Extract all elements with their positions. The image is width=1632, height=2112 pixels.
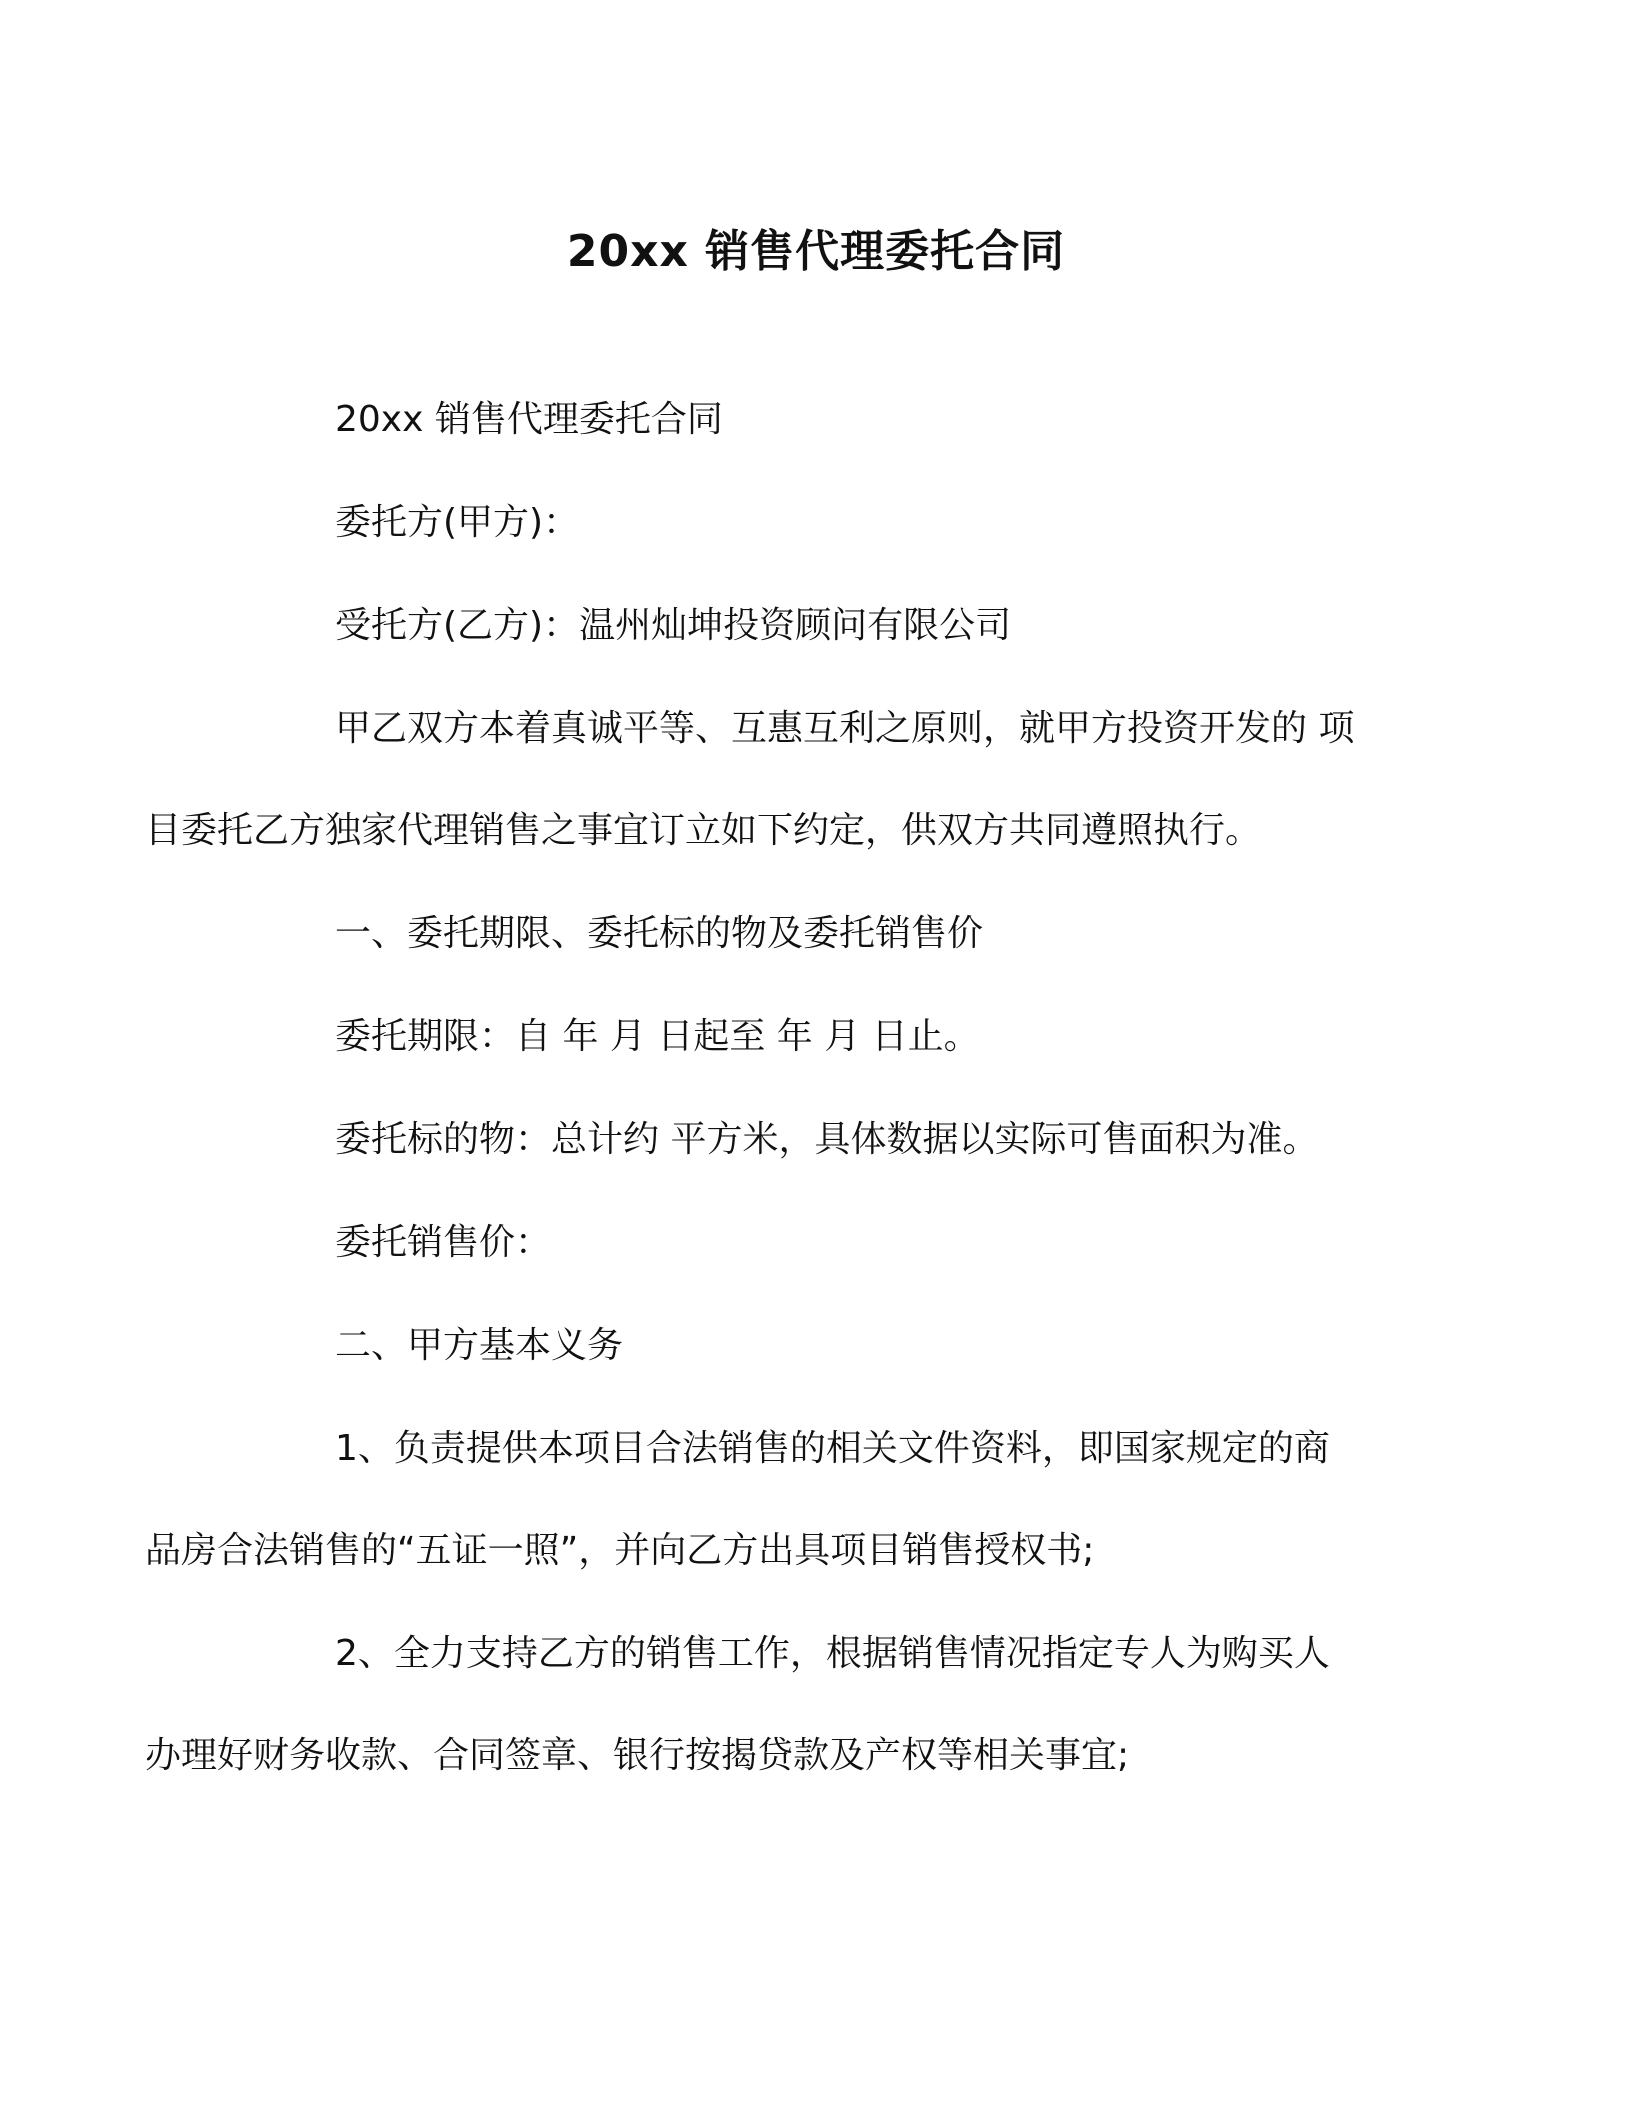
item-2-line-1: 2、全力支持乙方的销售工作，根据销售情况指定专人为购买人 — [335, 1633, 1330, 1674]
item-1-line-1: 1、负责提供本项目合法销售的相关文件资料，即国家规定的商 — [335, 1428, 1330, 1469]
paragraph-contract-name: 20xx 销售代理委托合同 — [335, 399, 723, 440]
paragraph-principal: 委托方(甲方)： — [335, 502, 580, 543]
document-body — [145, 395, 1390, 1834]
paragraph-price: 委托销售价： — [335, 1222, 552, 1263]
section-2-heading: 二、甲方基本义务 — [335, 1325, 624, 1366]
section-1-heading: 一、委托期限、委托标的物及委托销售价 — [335, 913, 984, 954]
intro-line-2: 目委托乙方独家代理销售之事宜订立如下约定，供双方共同遵照执行。 — [145, 810, 1262, 851]
paragraph-term: 委托期限：自 年 月 日起至 年 月 日止。 — [335, 1016, 980, 1057]
intro-line-1: 甲乙双方本着真诚平等、互惠互利之原则，就甲方投资开发的 项 — [335, 708, 1355, 749]
paragraph-agent: 受托方(乙方)：温州灿坤投资顾问有限公司 — [335, 605, 1012, 646]
document-title: 20xx 销售代理委托合同 — [566, 226, 1066, 277]
paragraph-item-1 — [145, 1424, 1390, 1576]
paragraph-object: 委托标的物：总计约 平方米，具体数据以实际可售面积为准。 — [335, 1119, 1319, 1160]
item-1-line-2: 品房合法销售的“五证一照”，并向乙方出具项目销售授权书; — [145, 1530, 1095, 1571]
paragraph-item-2 — [145, 1629, 1390, 1781]
paragraph-intro — [145, 704, 1390, 856]
item-2-line-2: 办理好财务收款、合同签章、银行按揭贷款及产权等相关事宜; — [145, 1735, 1130, 1776]
